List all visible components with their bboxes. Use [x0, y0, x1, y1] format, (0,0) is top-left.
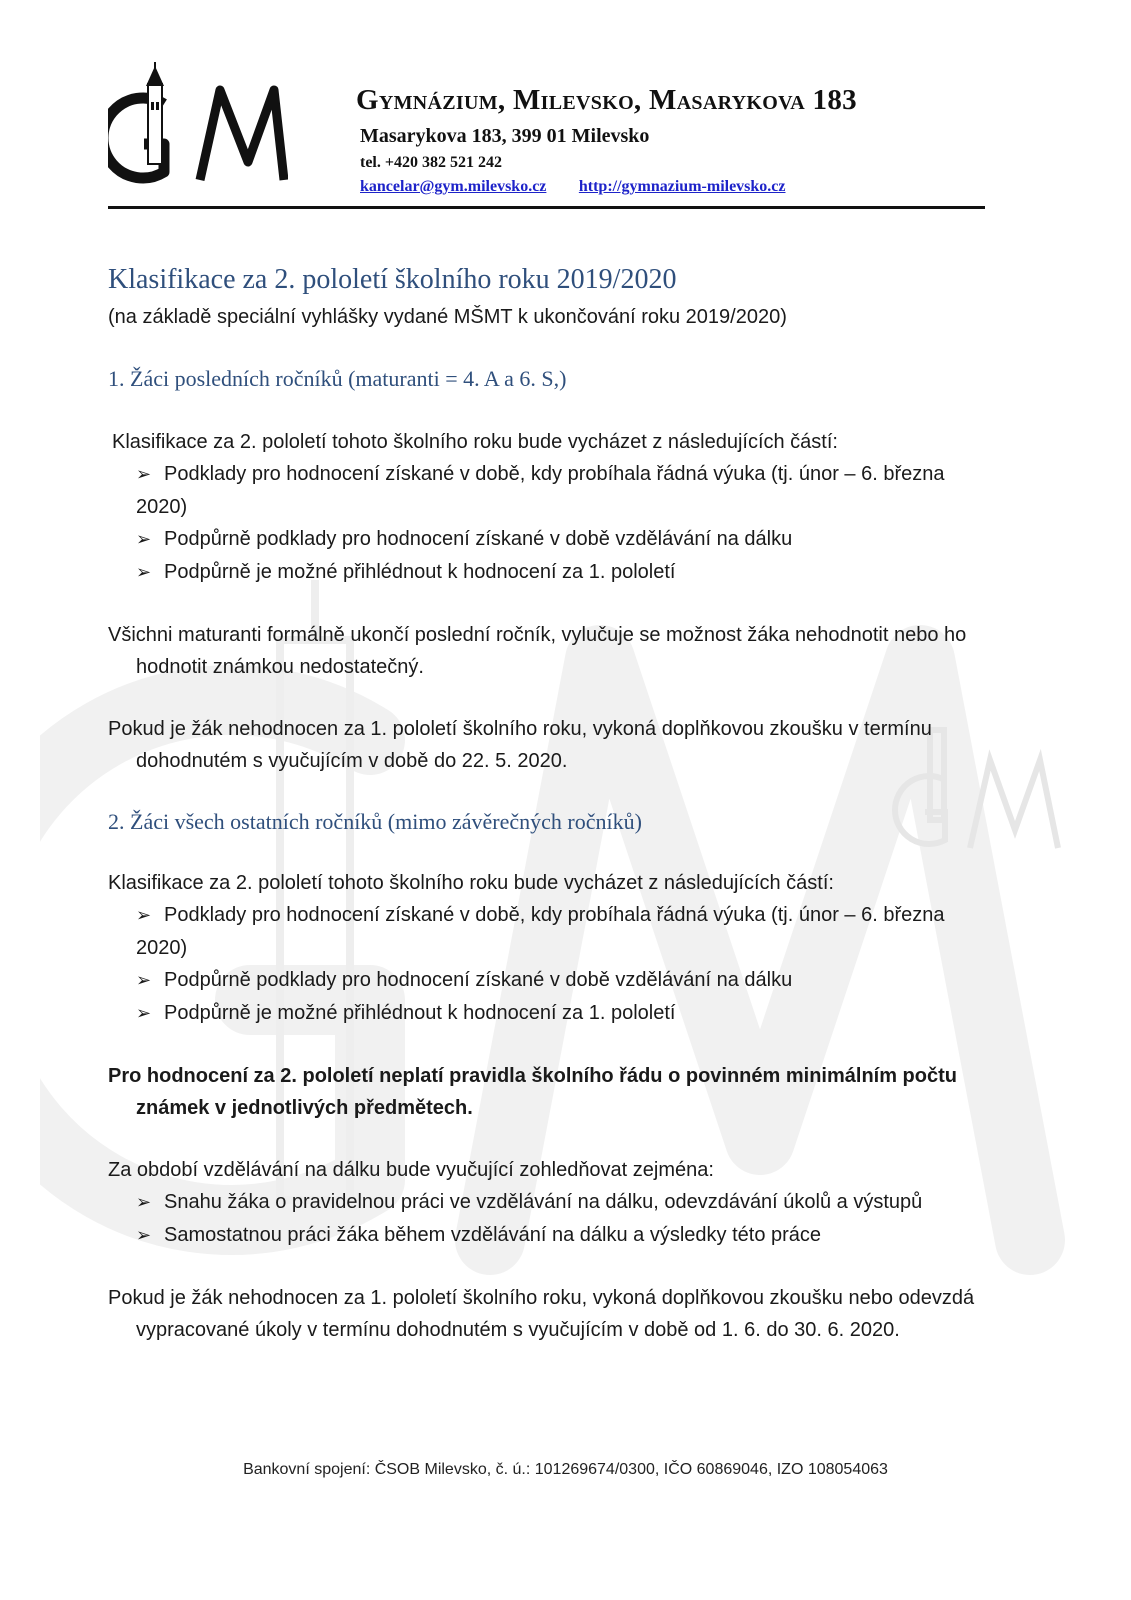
school-name: Gymnázium, Milevsko, Masarykova 183	[356, 84, 857, 116]
arrow-bullet-icon: ➢	[136, 1225, 152, 1246]
arrow-bullet-icon: ➢	[136, 1192, 152, 1213]
section-2-last-paragraph: Pokud je žák nehodnocen za 1. pololetí školního roku, vykoná doplňkovou zkoušku nebo odevzdá vypracované úkoly v termínu dohodnutém s vyučujícím v době od 1. 6. do 30. 6. 2020.	[108, 1287, 975, 1341]
arrow-bullet-icon: ➢	[136, 1003, 152, 1024]
arrow-bullet-icon: ➢	[136, 529, 152, 550]
document-subtitle: (na základě speciální vyhlášky vydané MŠMT k ukončování roku 2019/2020)	[108, 306, 787, 328]
document-body	[108, 262, 988, 1346]
section-2-heading: 2. Žáci všech ostatních ročníků (mimo závěrečných ročníků)	[108, 809, 642, 834]
section-2-bullets	[108, 899, 988, 1030]
section-1-heading: 1. Žáci posledních ročníků (maturanti = 4. A a 6. S,)	[108, 366, 567, 391]
arrow-bullet-icon: ➢	[136, 905, 152, 926]
list-item: ➢ Podklady pro hodnocení získané v době, kdy probíhala řádná výuka (tj. únor – 6. března 2020)	[136, 899, 988, 964]
email-link[interactable]: kancelar@gym.milevsko.cz	[360, 178, 547, 195]
header-divider	[108, 206, 985, 209]
arrow-bullet-icon: ➢	[136, 970, 152, 991]
list-item: ➢ Samostatnou práci žáka během vzdělávání na dálku a výsledky této práce	[136, 1219, 988, 1252]
list-item: ➢ Podpůrně podklady pro hodnocení získané v době vzdělávání na dálku	[136, 964, 988, 997]
school-address: Masarykova 183, 399 01 Milevsko	[360, 125, 650, 147]
section-1-intro: Klasifikace za 2. pololetí tohoto školního roku bude vycházet z následujících částí:	[112, 431, 838, 453]
arrow-bullet-icon: ➢	[136, 562, 152, 583]
contact-links	[360, 178, 814, 196]
list-item: ➢ Podpůrně je možné přihlédnout k hodnocení za 1. pololetí	[136, 556, 988, 589]
website-link[interactable]: http://gymnazium-milevsko.cz	[578, 178, 786, 195]
school-logo	[108, 62, 288, 192]
section-2-bullets-2	[108, 1186, 988, 1252]
section-1-paragraph-1: Všichni maturanti formálně ukončí poslední ročník, vylučuje se možnost žáka nehodnotit nebo ho hodnotit známkou nedostatečný.	[108, 624, 967, 678]
section-2-intro-2: Za období vzdělávání na dálku bude vyučující zohledňovat zejména:	[108, 1159, 714, 1181]
arrow-bullet-icon: ➢	[136, 464, 152, 485]
section-1-paragraph-2: Pokud je žák nehodnocen za 1. pololetí školního roku, vykoná doplňkovou zkoušku v termínu dohodnutém s vyučujícím v době do 22. 5. 2020.	[108, 718, 932, 772]
list-item: ➢ Podpůrně podklady pro hodnocení získané v době vzdělávání na dálku	[136, 523, 988, 556]
footer-bank-info: Bankovní spojení: ČSOB Milevsko, č. ú.: 101269674/0300, IČO 60869046, IZO 108054063	[243, 1461, 888, 1478]
section-2-bold-note: Pro hodnocení za 2. pololetí neplatí pravidla školního řádu o povinném minimálním počtu známek v jednotlivých předmětech.	[108, 1065, 957, 1119]
list-item: ➢ Snahu žáka o pravidelnou práci ve vzdělávání na dálku, odevzdávání úkolů a výstupů	[136, 1186, 988, 1219]
list-item: ➢ Podpůrně je možné přihlédnout k hodnocení za 1. pololetí	[136, 997, 988, 1030]
list-item: ➢ Podklady pro hodnocení získané v době, kdy probíhala řádná výuka (tj. únor – 6. března 2020)	[136, 458, 988, 523]
document-title: Klasifikace za 2. pololetí školního roku 2019/2020	[108, 264, 677, 295]
section-1-bullets	[108, 458, 988, 589]
school-phone: tel. +420 382 521 242	[360, 154, 502, 171]
section-2-intro: Klasifikace za 2. pololetí tohoto školního roku bude vycházet z následujících částí:	[108, 872, 834, 894]
